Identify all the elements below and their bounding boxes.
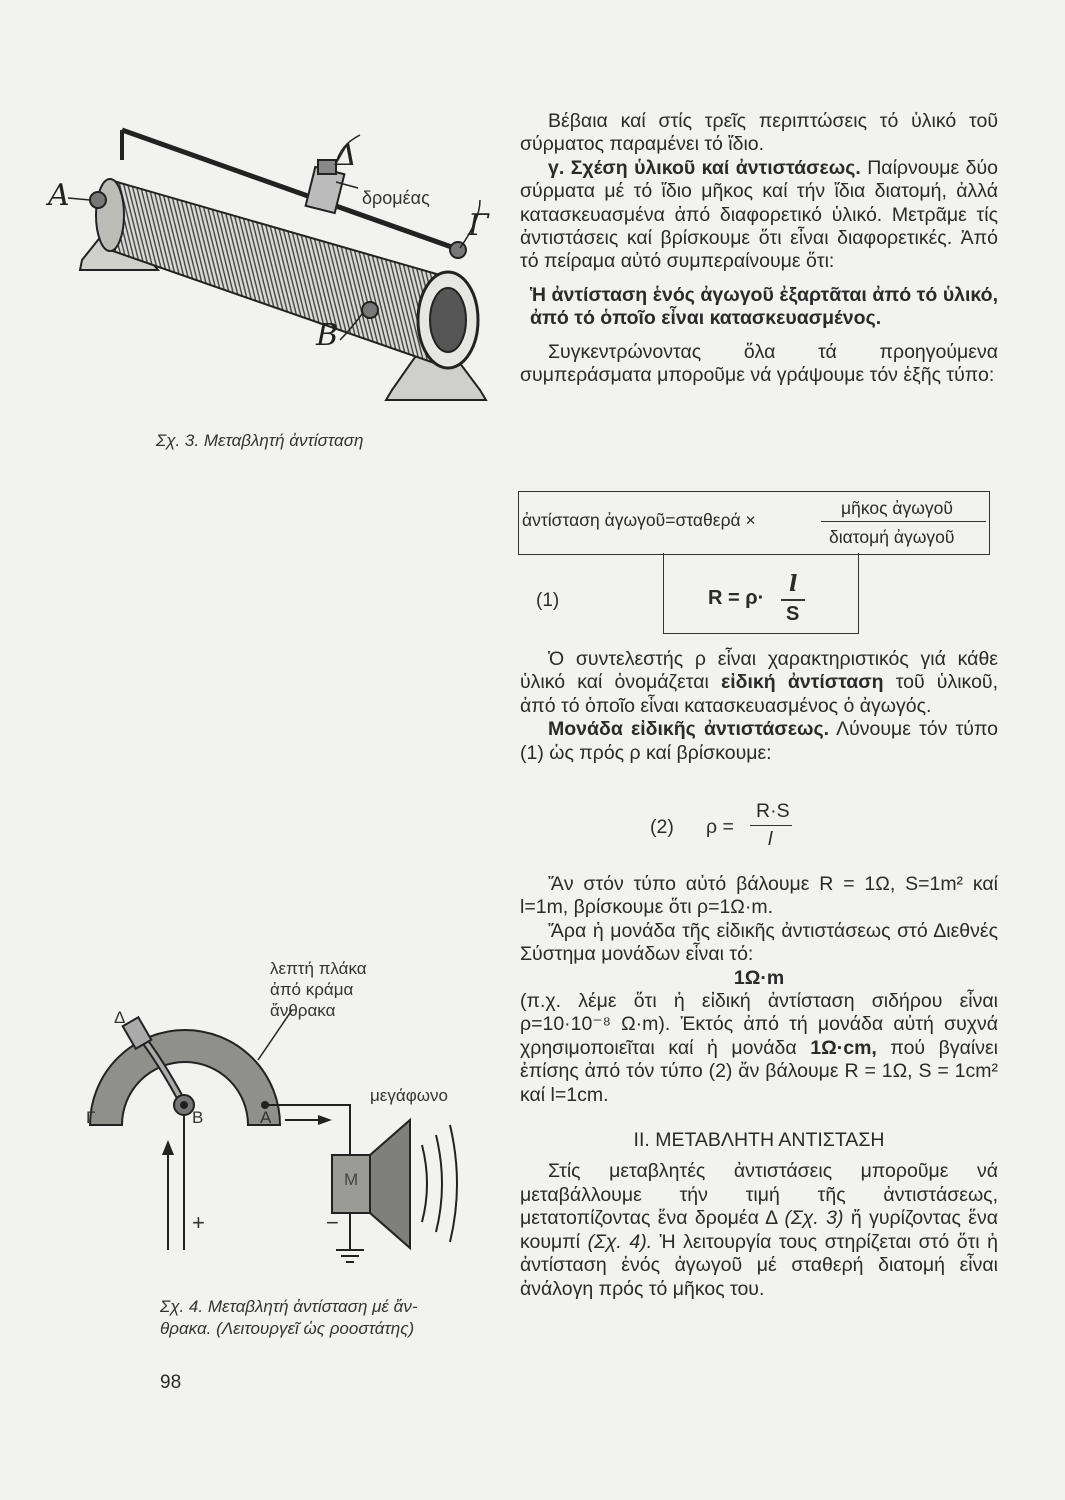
text-column-middle [520, 648, 998, 765]
unit-ohm-cm: 1Ω·cm, [810, 1036, 877, 1059]
page-number: 98 [160, 1372, 182, 1393]
equation-2-denominator: l [768, 828, 773, 850]
fig4-label-A: A [260, 1108, 272, 1127]
equation-2-numerator: R·S [756, 800, 790, 822]
fig4-plate-label-1: λεπτή πλάκα [270, 959, 367, 978]
fig4-caption-line-1: Σχ. 4. Μεταβλητή ἀντίσταση μέ ἄν- [160, 1297, 418, 1316]
paragraph-8 [520, 990, 998, 1107]
equation-1-label: (1) [536, 590, 560, 611]
text-column-top [520, 110, 998, 387]
fig3-label-delta: Δ [335, 138, 357, 173]
fig4-label-delta: Δ [114, 1008, 126, 1027]
fig4-label-B: B [192, 1108, 204, 1127]
heading-unit: Μονάδα εἰδικῆς ἀντιστάσεως. [548, 718, 830, 741]
equation-2-label: (2) [650, 816, 674, 838]
equation-2 [650, 798, 810, 854]
fig4-plate-label-2: ἀπό κράμα [270, 980, 354, 999]
equation-1-fraction-bar [781, 599, 805, 601]
unit-ohm-meter: 1Ω·m [733, 966, 785, 989]
paragraph-5 [520, 718, 998, 765]
figure-3-rheostat [40, 100, 500, 430]
formula-box [518, 491, 990, 555]
fig3-label-gamma: Γ [468, 208, 489, 243]
fig3-label-A: A [48, 178, 70, 213]
equation-1-lhs: R = ρ· [708, 587, 765, 609]
formula-box-fraction-bar [821, 521, 986, 522]
formula-box-numerator: μῆκος ἀγωγοῦ [841, 498, 953, 518]
fig4-caption-line-2: θρακα. (Λειτουργεῖ ὡς ροοστάτης) [160, 1319, 415, 1338]
paragraph-2 [520, 157, 998, 274]
paragraph-1: Βέβαια καί στίς τρεῖς περιπτώσεις τό ὑλικό τοῦ σύρματος παραμένει τό ἴδιο. [520, 110, 998, 156]
fig3-label-B: B [316, 318, 339, 353]
fig4-plate-label [270, 958, 367, 1021]
equation-1-box [663, 553, 859, 634]
heading-gamma: γ. Σχέση ὑλικοῦ καί ἀντιστάσεως. [548, 156, 861, 179]
paragraph-2-body: Παίρνουμε δύο σύρματα μέ τό ἴδιο μῆκος καί τήν ἴδια διατομή, ἀλλά κατασκευασμένα ἀπό διαφορετικό ὑλικό. Μετρᾶμε τίς ἀντιστάσεις καί βρίσκουμε ὅτι εἶναι διαφορετικές. Ἀπό τό πείραμα αὐτό συμπεραίνουμε ὅτι: [520, 156, 998, 273]
rule-statement: Ἡ ἀντίσταση ἑνός ἀγωγοῦ ἐξαρτᾶται ἀπό τό ὑλικό, ἀπό τό ὁποῖο εἶναι κατασκευασμένος. [530, 283, 998, 330]
fig4-label-minus: − [326, 1210, 339, 1235]
ref-fig3: (Σχ. 3) [784, 1207, 844, 1230]
section-heading: II. ΜΕΤΑΒΛΗΤΗ ΑΝΤΙΣΤΑΣΗ [633, 1129, 885, 1152]
formula-box-denominator: διατομή ἀγωγοῦ [829, 527, 955, 547]
fig3-label-slider: δρομέας [362, 188, 430, 208]
figure-4-carbon-rheostat [80, 950, 500, 1290]
paragraph-7: Ἄρα ἡ μονάδα τῆς εἰδικῆς ἀντιστάσεως στό Διεθνές Σύστημα μονάδων εἶναι τό: [520, 919, 998, 966]
fig4-caption [160, 1296, 417, 1340]
paragraph-3: Συγκεντρώνοντας ὅλα τά προηγούμενα συμπεράσματα μποροῦμε νά γράψουμε τόν ἑξῆς τύπο: [520, 340, 998, 387]
fig4-plate-label-3: ἄνθρακα [270, 1001, 336, 1020]
paragraph-9-a: Στίς μεταβλητές ἀντιστάσεις μποροῦμε νά μεταβάλλουμε τήν τιμή τῆς ἀντιστάσεως, μετατοπίζοντας ἕνα δρομέα Δ [520, 1160, 998, 1230]
paragraph-5-body: Λύνουμε τόν τύπο (1) ὡς πρός ρ καί βρίσκουμε: [520, 718, 998, 764]
paragraph-9-e: Ἡ λειτουργία τους στηρίζεται στό ὅτι ἡ ἀντίσταση ἑνός ἀγωγοῦ μέ σταθερή διατομή εἶναι ἀνάλογη πρός τό μῆκος του. [520, 1230, 998, 1300]
fig4-label-gamma: Γ [86, 1108, 96, 1127]
paragraph-9 [520, 1160, 998, 1300]
paragraph-9-c: ἤ γυρίζοντας ἕνα κουμπί [520, 1207, 998, 1253]
fig3-caption: Σχ. 3. Μεταβλητή ἀντίσταση [156, 431, 364, 450]
ref-fig4: (Σχ. 4). [587, 1230, 653, 1253]
equation-2-fraction-bar [750, 825, 792, 826]
fig4-label-plus: + [192, 1210, 205, 1235]
paragraph-6: Ἄν στόν τύπο αὐτό βάλουμε R = 1Ω, S=1m² καί l=1m, βρίσκουμε ὅτι ρ=1Ω·m. [520, 873, 998, 919]
term-specific-resistance: εἰδική ἀντίσταση [720, 671, 884, 694]
equation-2-lhs: ρ = [706, 816, 734, 838]
paragraph-8-a: (π.χ. λέμε ὅτι ἡ εἰδική ἀντίσταση σιδήρου εἶναι ρ=10·10⁻⁸ Ω·m). Ἐκτός ἀπό τή μονάδα αὐτή συχνά χρησιμοποιεῖται καί ἡ μονάδα [520, 990, 998, 1059]
text-column-bottom [520, 873, 998, 1301]
formula-box-left: ἀντίσταση ἀγωγοῦ=σταθερά × [522, 510, 756, 530]
equation-1-denominator: S [786, 603, 800, 625]
fig4-label-M: M [344, 1170, 359, 1189]
fig4-speaker-label: μεγάφωνο [370, 1086, 448, 1105]
paragraph-8-c: πού βγαίνει ἐπίσης ἀπό τόν τύπο (2) ἄν βάλουμε R = 1Ω, S = 1cm² καί l=1cm. [520, 1036, 999, 1106]
paragraph-4 [520, 648, 998, 718]
equation-1-numerator: l [789, 571, 798, 597]
paragraph-4-c: τοῦ ὑλικοῦ, ἀπό τό ὁποῖο εἶναι κατασκευασμένος ὁ ἀγωγός. [520, 671, 998, 717]
paragraph-4-a: Ὁ συντελεστής ρ εἶναι χαρακτηριστικός γιά κάθε ὑλικό καί ὀνομάζεται [520, 648, 998, 694]
